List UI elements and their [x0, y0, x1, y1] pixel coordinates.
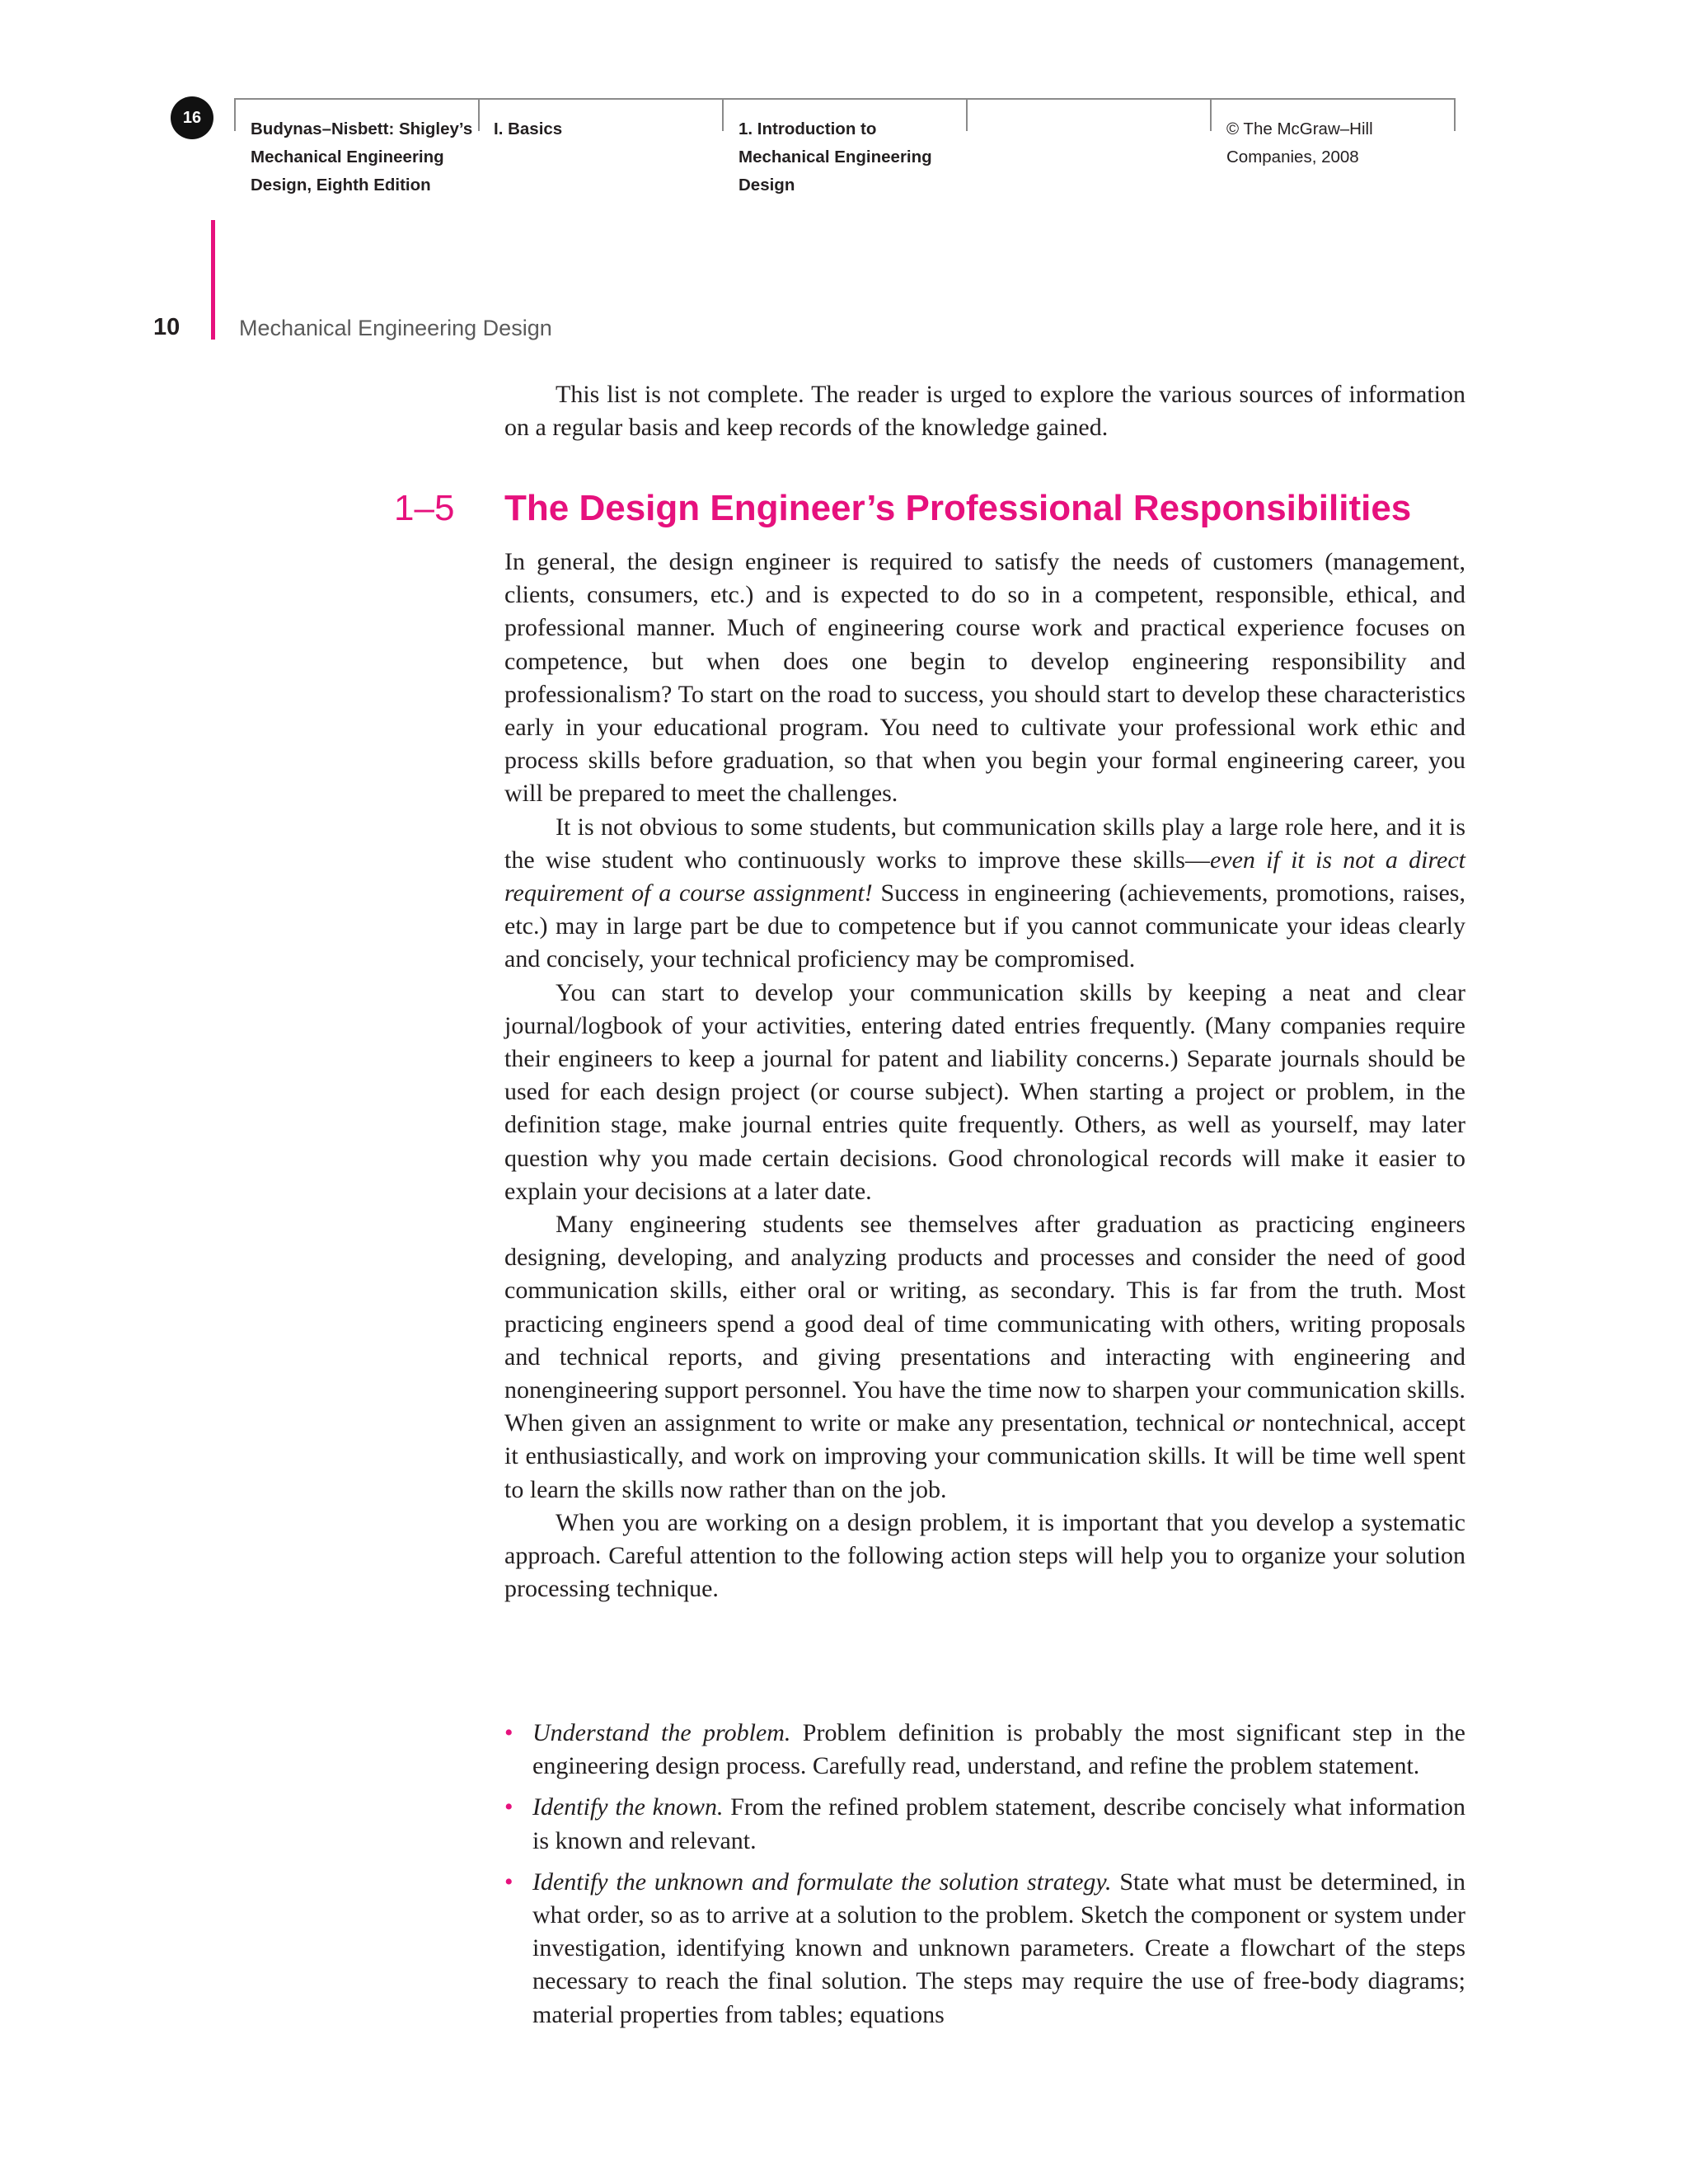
header-divider: [234, 98, 236, 131]
paragraph-text: It is not obvious to some students, but communication skills play a large role here, and it is the wise student who continuously works to improve these skills—: [504, 813, 1465, 874]
paragraph: You can start to develop your communication skills by keeping a neat and clear journal/logbook of your activities, entering dated entries frequently. (Many companies require their engineers to keep a journal for patent and liability concerns.) Separate journals should be used for each design project (or course subject). When starting a project or problem, in the definition stage, make journal entries quite frequently. Others, as well as yourself, may later question why you made certain decisions. Good chronological records will make it easier to explain your decisions at a later date.: [504, 978, 1465, 1205]
running-title: Mechanical Engineering Design: [239, 316, 552, 340]
header-book-title: Budynas–Nisbett: Shigley’s Mechanical Engineering Design, Eighth Edition: [251, 120, 473, 194]
section-number: 1–5: [394, 488, 455, 528]
paragraph-text: nontechnical, accept it enthusiastically, and work on improving your communication skills. It will be time well spent to learn the skills now rather than on the job.: [504, 1409, 1465, 1503]
header-divider: [966, 98, 968, 131]
list-item-body: State what must be determined, in what order, so as to arrive at a solution to the problem. Sketch the component or system under investigation, identifying known and unknown parameters. Create a flowchart of the steps necessary to reach the final solution. The steps may require the use of free-body diagrams; material properties from tables; equations: [532, 1868, 1465, 2028]
list-item-body: From the refined problem statement, describe concisely what information is known and relevant.: [532, 1793, 1465, 1854]
list-item: [504, 1791, 1465, 1857]
paragraph-emphasis: or: [1232, 1409, 1255, 1437]
header-divider: [722, 98, 724, 131]
paragraph-text: Many engineering students see themselves after graduation as practicing engineers designing, developing, and analyzing products and processes and consider the need of good communication skills, either oral or writing, as secondary. This is far from the truth. Most practicing engineers spend a good deal of time communicating with others, writing proposals and technical reports, and giving presentations and interacting with engineering and nonengineering support personnel. You have the time now to sharpen your communication skills. When given an assignment to write or make any presentation, technical: [504, 1211, 1465, 1437]
bullet-icon: •: [504, 1793, 513, 1821]
paragraph: [504, 811, 1465, 977]
list-item-body: Problem definition is probably the most significant step in the engineering design process. Carefully read, understand, and refine the problem statement.: [532, 1719, 1465, 1780]
header-divider: [1210, 98, 1212, 131]
list-item-lead: Understand the problem.: [532, 1719, 791, 1746]
list-item: [504, 1717, 1465, 1783]
paragraph: When you are working on a design problem, it is important that you develop a systematic approach. Careful attention to the following action steps will help you to organize your solution processing technique.: [504, 1508, 1465, 1603]
bullet-icon: •: [504, 1868, 513, 1896]
header-chapter: 1. Introduction to Mechanical Engineering Design: [738, 120, 932, 194]
page-badge: 16: [171, 96, 213, 139]
folio-rule: [211, 220, 215, 340]
header-rule: [234, 98, 1456, 100]
header-divider: [1454, 98, 1456, 131]
list-item-lead: Identify the known.: [532, 1793, 724, 1821]
paragraph: In general, the design engineer is required to satisfy the needs of customers (management, clients, consumers, etc.) and is expected to do so in a competent, responsible, ethical, and professional manner. Much of engineering course work and practical experience focuses on competence, but when does one begin to develop engineering responsibility and professionalism? To start on the road to success, you should start to develop these characteristics early in your educational program. You need to cultivate your professional work ethic and process skills before graduation, so that when you begin your formal engineering career, you will be prepared to meet the challenges.: [504, 548, 1465, 808]
action-steps-list: [504, 1717, 1465, 2040]
paragraph-emphasis: even if it is not a direct requirement of a course assignment!: [504, 846, 1465, 907]
bullet-icon: •: [504, 1719, 513, 1746]
section-title: The Design Engineer’s Professional Responsibilities: [504, 488, 1412, 528]
paragraph-text: Success in engineering (achievements, promotions, raises, etc.) may in large part be due to competence but if you cannot communicate your ideas clearly and concisely, your technical proficiency may be compromised.: [504, 879, 1465, 973]
page-number: 10: [153, 314, 181, 340]
section-body: [504, 546, 1465, 1606]
header-copyright: © The McGraw–Hill Companies, 2008: [1226, 120, 1373, 166]
header-divider: [478, 98, 480, 131]
list-item: [504, 1866, 1465, 2032]
paragraph: [504, 1208, 1465, 1507]
paragraph: This list is not complete. The reader is urged to explore the various sources of information on a regular basis and keep records of the knowledge gained.: [504, 381, 1465, 442]
list-item-lead: Identify the unknown and formulate the solution strategy.: [532, 1868, 1112, 1896]
intro-text: [504, 378, 1465, 444]
header-part: I. Basics: [494, 120, 563, 138]
